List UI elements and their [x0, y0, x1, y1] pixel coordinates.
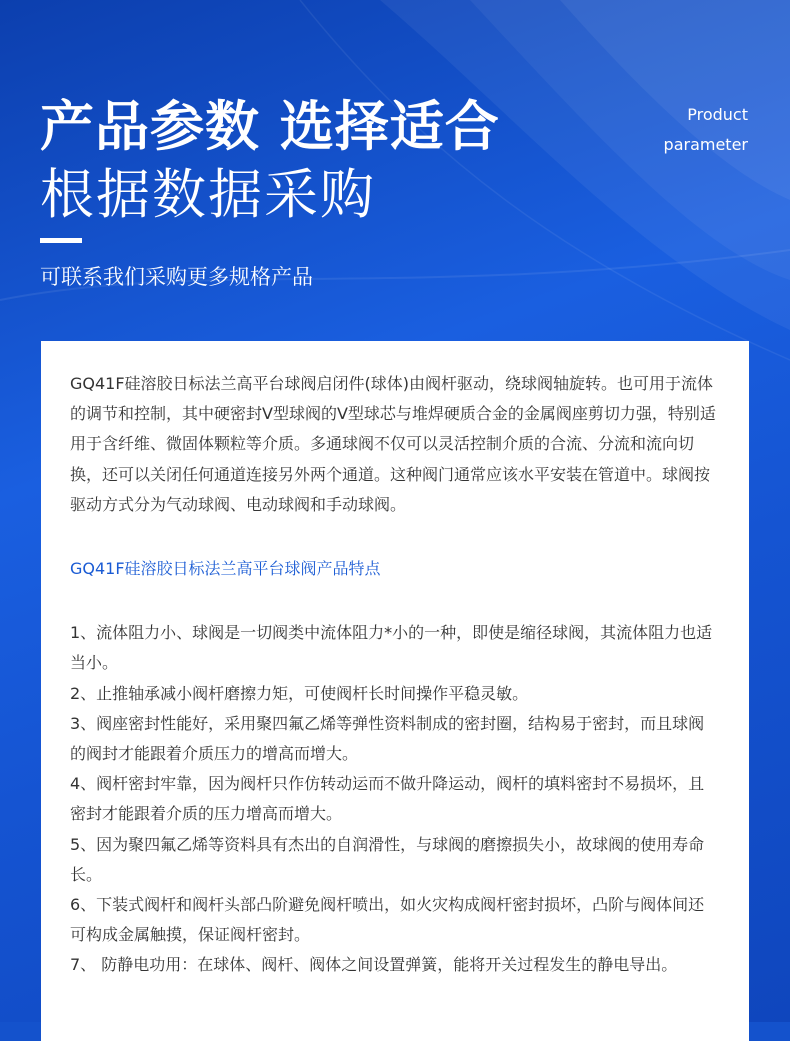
english-caption-line2: parameter [663, 135, 748, 154]
features-list [70, 618, 720, 980]
feature-item-1: 1、流体阻力小、球阀是一切阀类中流体阻力*小的一种，即使是缩径球阀，其流体阻力也适当小。 [70, 623, 713, 673]
page-title-line1: 产品参数 选择适合 [40, 95, 500, 158]
english-caption-line1: Product [687, 105, 748, 124]
title-underline-bar [40, 238, 82, 243]
feature-item-6: 6、下装式阀杆和阀杆头部凸阶避免阀杆喷出，如火灾构成阀杆密封损坏，凸阶与阀体间还可构成金属触摸，保证阀杆密封。 [70, 895, 705, 945]
english-caption [664, 100, 748, 160]
feature-item-5: 5、因为聚四氟乙烯等资料具有杰出的自润滑性，与球阀的磨擦损失小，故球阀的使用寿命长。 [70, 834, 705, 884]
intro-paragraph: GQ41F硅溶胶日标法兰高平台球阀启闭件(球体)由阀杆驱动，绕球阀轴旋转。也可用于流体的调节和控制，其中硬密封V型球阀的V型球芯与堆焊硬质合金的金属阀座剪切力强，特别适用于含纤维、微固体颗粒等介质。多通球阀不仅可以灵活控制介质的合流、分流和流向切换，还可以关闭任何通道连接另外两个通道。这种阀门通常应该水平安装在管道中。球阀按驱动方式分为气动球阀、电动球阀和手动球阀。 [70, 374, 716, 514]
page-subtitle: 可联系我们采购更多规格产品 [40, 265, 313, 289]
feature-item-3: 3、阀座密封性能好，采用聚四氟乙烯等弹性资料制成的密封圈，结构易于密封，而且球阀的阀封才能跟着介质压力的增高而增大。 [70, 713, 705, 764]
card-content [70, 369, 720, 981]
content-card [41, 341, 749, 1041]
feature-item-2: 2、止推轴承减小阀杆磨擦力矩，可使阀杆长时间操作平稳灵敏。 [70, 683, 529, 703]
feature-item-7: 7、 防静电功用：在球体、阀杆、阀体之间设置弹簧，能将开关过程发生的静电导出。 [70, 955, 678, 975]
features-heading: GQ41F硅溶胶日标法兰高平台球阀产品特点 [70, 559, 381, 579]
page-title-line2: 根据数据采购 [40, 163, 376, 226]
feature-item-4: 4、阀杆密封牢靠，因为阀杆只作仿转动运而不做升降运动，阀杆的填料密封不易损坏，且密封才能跟着介质的压力增高而增大。 [70, 774, 705, 824]
